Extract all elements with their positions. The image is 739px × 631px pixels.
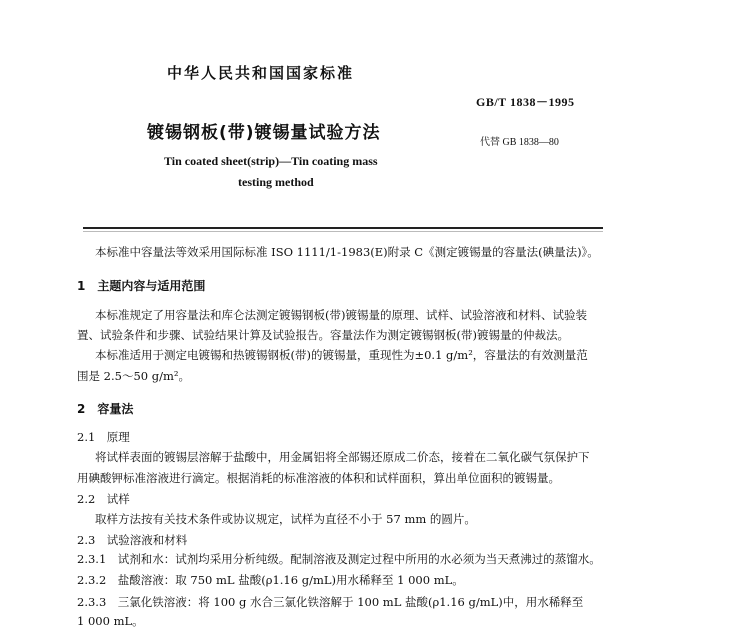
section-2-1-heading: 2.1 原理 xyxy=(77,430,130,444)
replaces-standard: 代替 GB 1838—80 xyxy=(480,137,559,148)
intro-paragraph: 本标准中容量法等效采用国际标准 ISO 1111/1-1983(E)附录 C《测定镀锡量的容量法(碘量法)》。 xyxy=(95,245,599,259)
header-divider-shadow xyxy=(83,231,603,232)
standard-organization: 中华人民共和国国家标准 xyxy=(167,64,355,82)
section-2-1-line2: 用碘酸钾标准溶液进行滴定。根据消耗的标准溶液的体积和试样面积，算出单位面积的镀锡量。 xyxy=(77,471,560,485)
section-1-para2-line1: 本标准适用于测定电镀锡和热镀锡钢板(带)的镀锡量，重现性为±0.1 g/m²，容量法的有效测量范 xyxy=(95,348,588,362)
document-title-en-line2: testing method xyxy=(238,175,314,189)
section-2-3-heading: 2.3 试验溶液和材料 xyxy=(77,533,188,547)
section-1-para1-line1: 本标准规定了用容量法和库仑法测定镀锡钢板(带)镀锡量的原理、试样、试验溶液和材料、试验装 xyxy=(95,308,587,322)
document-title-en-line1: Tin coated sheet(strip)—Tin coating mass xyxy=(164,154,378,168)
header-divider xyxy=(83,227,603,229)
section-2-1-line1: 将试样表面的镀锡层溶解于盐酸中，用金属铝将全部锡还原成二价态，接着在二氧化碳气氛保护下 xyxy=(95,450,590,464)
section-1-heading: 1 主题内容与适用范围 xyxy=(77,279,206,293)
section-1-para2-line2: 围是 2.5～50 g/m²。 xyxy=(77,369,190,383)
section-2-3-2: 2.3.2 盐酸溶液：取 750 mL 盐酸(ρ1.16 g/mL)用水稀释至 1 000 mL。 xyxy=(77,573,464,587)
section-2-3-3-line2: 1 000 mL。 xyxy=(77,614,144,628)
section-2-2-line1: 取样方法按有关技术条件或协议规定，试样为直径不小于 57 mm 的圆片。 xyxy=(95,512,476,526)
document-title-zh: 镀锡钢板(带)镀锡量试验方法 xyxy=(147,123,381,143)
section-2-3-1: 2.3.1 试剂和水：试剂均采用分析纯级。配制溶液及测定过程中所用的水必须为当天煮沸过的蒸馏水。 xyxy=(77,552,601,566)
standard-code: GB/T 1838－1995 xyxy=(476,95,575,109)
section-2-heading: 2 容量法 xyxy=(77,402,134,416)
section-2-2-heading: 2.2 试样 xyxy=(77,492,130,506)
section-1-para1-line2: 置、试验条件和步骤、试验结果计算及试验报告。容量法作为测定镀锡钢板(带)镀锡量的仲裁法。 xyxy=(77,328,569,342)
section-2-3-3-line1: 2.3.3 三氯化铁溶液：将 100 g 水合三氯化铁溶解于 100 mL 盐酸(ρ1.16 g/mL)中，用水稀释至 xyxy=(77,595,584,609)
